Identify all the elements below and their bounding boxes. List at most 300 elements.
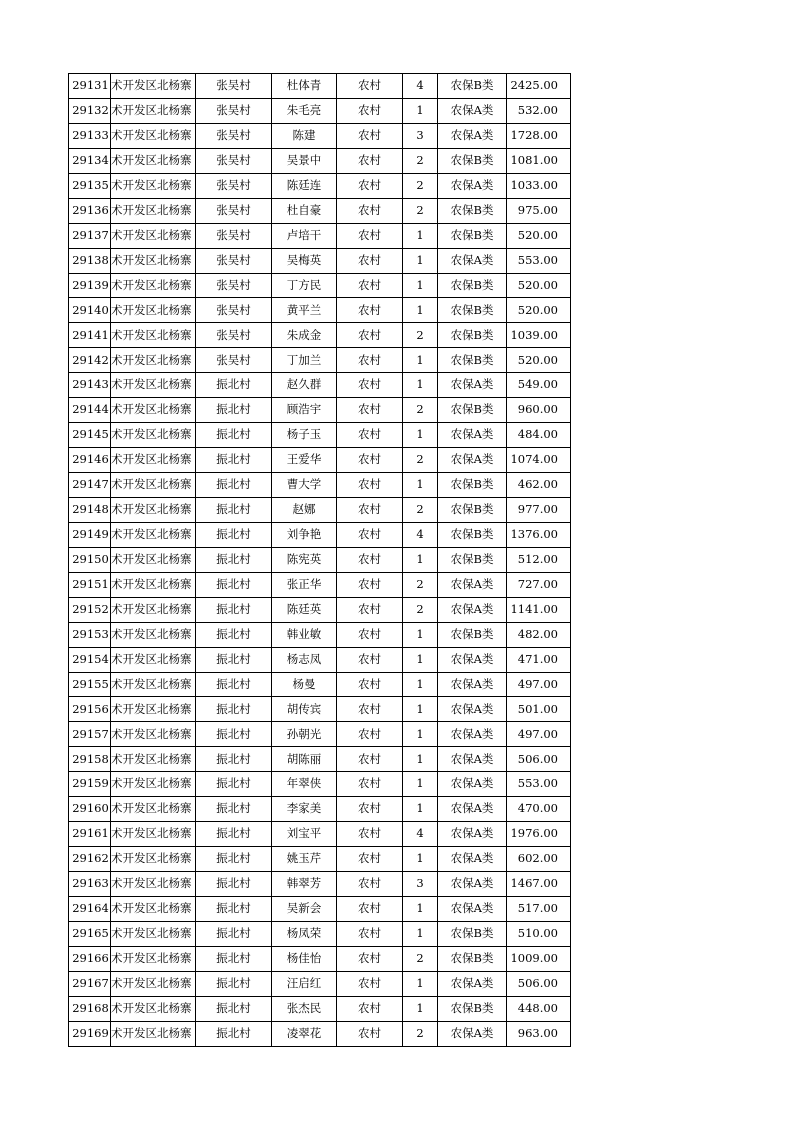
amount-cell: 471.00	[507, 647, 571, 672]
record-id-cell: 29154	[69, 647, 111, 672]
name-cell: 杨佳怡	[272, 946, 337, 971]
member-count-cell: 1	[403, 971, 438, 996]
insurance-category-cell: 农保B类	[438, 522, 507, 547]
name-cell: 曹大学	[272, 473, 337, 498]
table-row	[69, 298, 571, 323]
insurance-category-cell: 农保A类	[438, 597, 507, 622]
member-count-cell: 1	[403, 223, 438, 248]
record-id-cell: 29131	[69, 74, 111, 99]
household-type-cell: 农村	[337, 971, 403, 996]
village-cell: 振北村	[196, 497, 272, 522]
village-cell: 振北村	[196, 398, 272, 423]
district-cell: 术开发区北杨寨	[111, 996, 196, 1021]
amount-cell: 1039.00	[507, 323, 571, 348]
table-row	[69, 772, 571, 797]
record-id-cell: 29146	[69, 448, 111, 473]
amount-cell: 512.00	[507, 547, 571, 572]
village-cell: 振北村	[196, 647, 272, 672]
member-count-cell: 3	[403, 123, 438, 148]
district-cell: 术开发区北杨寨	[111, 74, 196, 99]
village-cell: 振北村	[196, 373, 272, 398]
district-cell: 术开发区北杨寨	[111, 772, 196, 797]
member-count-cell: 2	[403, 448, 438, 473]
member-count-cell: 1	[403, 547, 438, 572]
member-count-cell: 1	[403, 248, 438, 273]
table-row	[69, 173, 571, 198]
amount-cell: 484.00	[507, 423, 571, 448]
amount-cell: 2425.00	[507, 74, 571, 99]
insurance-category-cell: 农保B类	[438, 323, 507, 348]
household-type-cell: 农村	[337, 248, 403, 273]
name-cell: 陈宪英	[272, 547, 337, 572]
record-id-cell: 29136	[69, 198, 111, 223]
record-id-cell: 29133	[69, 123, 111, 148]
amount-cell: 1141.00	[507, 597, 571, 622]
district-cell: 术开发区北杨寨	[111, 672, 196, 697]
district-cell: 术开发区北杨寨	[111, 747, 196, 772]
district-cell: 术开发区北杨寨	[111, 98, 196, 123]
record-id-cell: 29138	[69, 248, 111, 273]
village-cell: 振北村	[196, 921, 272, 946]
name-cell: 卢培干	[272, 223, 337, 248]
name-cell: 朱毛亮	[272, 98, 337, 123]
table-row	[69, 747, 571, 772]
record-id-cell: 29164	[69, 896, 111, 921]
insurance-category-cell: 农保B类	[438, 223, 507, 248]
district-cell: 术开发区北杨寨	[111, 522, 196, 547]
table-row	[69, 248, 571, 273]
insurance-category-cell: 农保B类	[438, 946, 507, 971]
amount-cell: 1033.00	[507, 173, 571, 198]
insurance-category-cell: 农保B类	[438, 921, 507, 946]
record-id-cell: 29168	[69, 996, 111, 1021]
village-cell: 振北村	[196, 423, 272, 448]
table-row	[69, 547, 571, 572]
village-cell: 张吴村	[196, 198, 272, 223]
household-type-cell: 农村	[337, 323, 403, 348]
record-id-cell: 29166	[69, 946, 111, 971]
household-type-cell: 农村	[337, 198, 403, 223]
insurance-category-cell: 农保B类	[438, 497, 507, 522]
record-id-cell: 29161	[69, 822, 111, 847]
record-id-cell: 29158	[69, 747, 111, 772]
insurance-category-cell: 农保A类	[438, 822, 507, 847]
district-cell: 术开发区北杨寨	[111, 373, 196, 398]
member-count-cell: 1	[403, 896, 438, 921]
household-type-cell: 农村	[337, 348, 403, 373]
table-row	[69, 497, 571, 522]
member-count-cell: 2	[403, 946, 438, 971]
amount-cell: 1467.00	[507, 872, 571, 897]
district-cell: 术开发区北杨寨	[111, 423, 196, 448]
member-count-cell: 1	[403, 722, 438, 747]
member-count-cell: 1	[403, 747, 438, 772]
member-count-cell: 1	[403, 423, 438, 448]
table-row	[69, 896, 571, 921]
amount-cell: 520.00	[507, 348, 571, 373]
member-count-cell: 1	[403, 697, 438, 722]
household-type-cell: 农村	[337, 273, 403, 298]
member-count-cell: 1	[403, 298, 438, 323]
table-row	[69, 74, 571, 99]
member-count-cell: 2	[403, 148, 438, 173]
household-type-cell: 农村	[337, 497, 403, 522]
village-cell: 振北村	[196, 547, 272, 572]
table-row	[69, 572, 571, 597]
table-row	[69, 522, 571, 547]
district-cell: 术开发区北杨寨	[111, 148, 196, 173]
district-cell: 术开发区北杨寨	[111, 697, 196, 722]
village-cell: 振北村	[196, 448, 272, 473]
name-cell: 刘宝平	[272, 822, 337, 847]
amount-cell: 501.00	[507, 697, 571, 722]
amount-cell: 510.00	[507, 921, 571, 946]
name-cell: 杨凤荣	[272, 921, 337, 946]
village-cell: 张吴村	[196, 173, 272, 198]
household-type-cell: 农村	[337, 872, 403, 897]
table-row	[69, 123, 571, 148]
data-table	[68, 73, 571, 1047]
insurance-category-cell: 农保A类	[438, 98, 507, 123]
record-id-cell: 29144	[69, 398, 111, 423]
record-id-cell: 29162	[69, 847, 111, 872]
name-cell: 汪启红	[272, 971, 337, 996]
record-id-cell: 29137	[69, 223, 111, 248]
insurance-category-cell: 农保A类	[438, 572, 507, 597]
name-cell: 丁加兰	[272, 348, 337, 373]
household-type-cell: 农村	[337, 448, 403, 473]
district-cell: 术开发区北杨寨	[111, 198, 196, 223]
district-cell: 术开发区北杨寨	[111, 497, 196, 522]
village-cell: 张吴村	[196, 323, 272, 348]
table-row	[69, 398, 571, 423]
insurance-category-cell: 农保B类	[438, 273, 507, 298]
table-row	[69, 423, 571, 448]
village-cell: 张吴村	[196, 248, 272, 273]
table-row	[69, 597, 571, 622]
household-type-cell: 农村	[337, 697, 403, 722]
village-cell: 张吴村	[196, 348, 272, 373]
table-row	[69, 198, 571, 223]
amount-cell: 727.00	[507, 572, 571, 597]
household-type-cell: 农村	[337, 223, 403, 248]
district-cell: 术开发区北杨寨	[111, 971, 196, 996]
village-cell: 振北村	[196, 747, 272, 772]
record-id-cell: 29167	[69, 971, 111, 996]
district-cell: 术开发区北杨寨	[111, 448, 196, 473]
name-cell: 胡传宾	[272, 697, 337, 722]
household-type-cell: 农村	[337, 622, 403, 647]
record-id-cell: 29149	[69, 522, 111, 547]
name-cell: 凌翠花	[272, 1021, 337, 1046]
record-id-cell: 29150	[69, 547, 111, 572]
member-count-cell: 2	[403, 173, 438, 198]
record-id-cell: 29163	[69, 872, 111, 897]
member-count-cell: 1	[403, 348, 438, 373]
table-row	[69, 996, 571, 1021]
insurance-category-cell: 农保A类	[438, 448, 507, 473]
household-type-cell: 农村	[337, 123, 403, 148]
household-type-cell: 农村	[337, 398, 403, 423]
member-count-cell: 2	[403, 323, 438, 348]
amount-cell: 549.00	[507, 373, 571, 398]
record-id-cell: 29143	[69, 373, 111, 398]
record-id-cell: 29148	[69, 497, 111, 522]
name-cell: 陈建	[272, 123, 337, 148]
amount-cell: 1976.00	[507, 822, 571, 847]
amount-cell: 517.00	[507, 896, 571, 921]
district-cell: 术开发区北杨寨	[111, 398, 196, 423]
village-cell: 振北村	[196, 971, 272, 996]
insurance-category-cell: 农保A类	[438, 1021, 507, 1046]
village-cell: 振北村	[196, 946, 272, 971]
household-type-cell: 农村	[337, 98, 403, 123]
name-cell: 胡陈丽	[272, 747, 337, 772]
record-id-cell: 29165	[69, 921, 111, 946]
household-type-cell: 农村	[337, 423, 403, 448]
table-row	[69, 921, 571, 946]
name-cell: 杜体青	[272, 74, 337, 99]
district-cell: 术开发区北杨寨	[111, 572, 196, 597]
village-cell: 振北村	[196, 1021, 272, 1046]
member-count-cell: 2	[403, 497, 438, 522]
amount-cell: 520.00	[507, 223, 571, 248]
record-id-cell: 29142	[69, 348, 111, 373]
insurance-category-cell: 农保B类	[438, 398, 507, 423]
household-type-cell: 农村	[337, 772, 403, 797]
record-id-cell: 29157	[69, 722, 111, 747]
name-cell: 李家美	[272, 797, 337, 822]
name-cell: 张正华	[272, 572, 337, 597]
household-type-cell: 农村	[337, 74, 403, 99]
household-type-cell: 农村	[337, 597, 403, 622]
insurance-category-cell: 农保A类	[438, 896, 507, 921]
amount-cell: 975.00	[507, 198, 571, 223]
member-count-cell: 1	[403, 98, 438, 123]
district-cell: 术开发区北杨寨	[111, 248, 196, 273]
village-cell: 振北村	[196, 622, 272, 647]
district-cell: 术开发区北杨寨	[111, 273, 196, 298]
table-row	[69, 273, 571, 298]
member-count-cell: 2	[403, 1021, 438, 1046]
table-row	[69, 647, 571, 672]
record-id-cell: 29160	[69, 797, 111, 822]
district-cell: 术开发区北杨寨	[111, 547, 196, 572]
amount-cell: 1081.00	[507, 148, 571, 173]
table-row	[69, 373, 571, 398]
table-row	[69, 847, 571, 872]
insurance-category-cell: 农保B类	[438, 148, 507, 173]
member-count-cell: 1	[403, 373, 438, 398]
amount-cell: 520.00	[507, 298, 571, 323]
household-type-cell: 农村	[337, 1021, 403, 1046]
household-type-cell: 农村	[337, 797, 403, 822]
amount-cell: 506.00	[507, 747, 571, 772]
village-cell: 振北村	[196, 572, 272, 597]
district-cell: 术开发区北杨寨	[111, 946, 196, 971]
member-count-cell: 1	[403, 273, 438, 298]
village-cell: 振北村	[196, 522, 272, 547]
record-id-cell: 29151	[69, 572, 111, 597]
insurance-category-cell: 农保B类	[438, 348, 507, 373]
name-cell: 吴梅英	[272, 248, 337, 273]
insurance-category-cell: 农保B类	[438, 198, 507, 223]
insurance-category-cell: 农保A类	[438, 747, 507, 772]
amount-cell: 470.00	[507, 797, 571, 822]
insurance-category-cell: 农保A类	[438, 772, 507, 797]
amount-cell: 482.00	[507, 622, 571, 647]
table-row	[69, 323, 571, 348]
name-cell: 陈廷英	[272, 597, 337, 622]
district-cell: 术开发区北杨寨	[111, 896, 196, 921]
insurance-category-cell: 农保A类	[438, 647, 507, 672]
record-id-cell: 29153	[69, 622, 111, 647]
member-count-cell: 1	[403, 672, 438, 697]
amount-cell: 960.00	[507, 398, 571, 423]
insurance-category-cell: 农保A类	[438, 423, 507, 448]
village-cell: 振北村	[196, 797, 272, 822]
record-id-cell: 29134	[69, 148, 111, 173]
member-count-cell: 2	[403, 198, 438, 223]
record-id-cell: 29141	[69, 323, 111, 348]
insurance-category-cell: 农保A类	[438, 697, 507, 722]
table-body	[69, 74, 571, 1047]
insurance-category-cell: 农保B类	[438, 473, 507, 498]
insurance-category-cell: 农保A类	[438, 872, 507, 897]
member-count-cell: 1	[403, 647, 438, 672]
insurance-category-cell: 农保A类	[438, 797, 507, 822]
village-cell: 振北村	[196, 672, 272, 697]
village-cell: 振北村	[196, 697, 272, 722]
table-row	[69, 148, 571, 173]
name-cell: 顾浩宇	[272, 398, 337, 423]
record-id-cell: 29145	[69, 423, 111, 448]
household-type-cell: 农村	[337, 946, 403, 971]
name-cell: 孙朝光	[272, 722, 337, 747]
name-cell: 韩业敏	[272, 622, 337, 647]
district-cell: 术开发区北杨寨	[111, 647, 196, 672]
village-cell: 张吴村	[196, 98, 272, 123]
village-cell: 振北村	[196, 822, 272, 847]
village-cell: 振北村	[196, 722, 272, 747]
household-type-cell: 农村	[337, 996, 403, 1021]
insurance-category-cell: 农保A类	[438, 971, 507, 996]
record-id-cell: 29139	[69, 273, 111, 298]
member-count-cell: 3	[403, 872, 438, 897]
amount-cell: 532.00	[507, 98, 571, 123]
name-cell: 吴新会	[272, 896, 337, 921]
household-type-cell: 农村	[337, 896, 403, 921]
district-cell: 术开发区北杨寨	[111, 847, 196, 872]
table-row	[69, 797, 571, 822]
insurance-category-cell: 农保B类	[438, 622, 507, 647]
table-row	[69, 473, 571, 498]
name-cell: 赵娜	[272, 497, 337, 522]
name-cell: 刘争艳	[272, 522, 337, 547]
record-id-cell: 29155	[69, 672, 111, 697]
insurance-category-cell: 农保A类	[438, 847, 507, 872]
insurance-category-cell: 农保A类	[438, 123, 507, 148]
table-row	[69, 448, 571, 473]
amount-cell: 497.00	[507, 722, 571, 747]
district-cell: 术开发区北杨寨	[111, 173, 196, 198]
table-row	[69, 697, 571, 722]
record-id-cell: 29152	[69, 597, 111, 622]
name-cell: 姚玉芹	[272, 847, 337, 872]
insurance-category-cell: 农保B类	[438, 996, 507, 1021]
village-cell: 张吴村	[196, 123, 272, 148]
table-row	[69, 622, 571, 647]
name-cell: 杨子玉	[272, 423, 337, 448]
amount-cell: 520.00	[507, 273, 571, 298]
insurance-category-cell: 农保A类	[438, 672, 507, 697]
district-cell: 术开发区北杨寨	[111, 597, 196, 622]
record-id-cell: 29135	[69, 173, 111, 198]
village-cell: 振北村	[196, 597, 272, 622]
insurance-category-cell: 农保B类	[438, 74, 507, 99]
village-cell: 振北村	[196, 473, 272, 498]
name-cell: 王爱华	[272, 448, 337, 473]
name-cell: 陈廷连	[272, 173, 337, 198]
name-cell: 杜自豪	[272, 198, 337, 223]
household-type-cell: 农村	[337, 572, 403, 597]
table-row	[69, 722, 571, 747]
district-cell: 术开发区北杨寨	[111, 298, 196, 323]
district-cell: 术开发区北杨寨	[111, 323, 196, 348]
district-cell: 术开发区北杨寨	[111, 622, 196, 647]
amount-cell: 553.00	[507, 772, 571, 797]
name-cell: 朱成金	[272, 323, 337, 348]
table-row	[69, 223, 571, 248]
member-count-cell: 2	[403, 572, 438, 597]
amount-cell: 977.00	[507, 497, 571, 522]
village-cell: 振北村	[196, 872, 272, 897]
record-id-cell: 29140	[69, 298, 111, 323]
name-cell: 杨志凤	[272, 647, 337, 672]
household-type-cell: 农村	[337, 822, 403, 847]
household-type-cell: 农村	[337, 921, 403, 946]
village-cell: 张吴村	[196, 74, 272, 99]
district-cell: 术开发区北杨寨	[111, 822, 196, 847]
household-type-cell: 农村	[337, 148, 403, 173]
amount-cell: 1009.00	[507, 946, 571, 971]
household-type-cell: 农村	[337, 298, 403, 323]
household-type-cell: 农村	[337, 722, 403, 747]
district-cell: 术开发区北杨寨	[111, 123, 196, 148]
name-cell: 黄平兰	[272, 298, 337, 323]
household-type-cell: 农村	[337, 473, 403, 498]
insurance-category-cell: 农保A类	[438, 373, 507, 398]
table-row	[69, 971, 571, 996]
village-cell: 张吴村	[196, 148, 272, 173]
amount-cell: 602.00	[507, 847, 571, 872]
amount-cell: 506.00	[507, 971, 571, 996]
insurance-category-cell: 农保B类	[438, 298, 507, 323]
member-count-cell: 1	[403, 772, 438, 797]
household-type-cell: 农村	[337, 647, 403, 672]
name-cell: 杨曼	[272, 672, 337, 697]
member-count-cell: 2	[403, 597, 438, 622]
district-cell: 术开发区北杨寨	[111, 797, 196, 822]
name-cell: 韩翠芳	[272, 872, 337, 897]
village-cell: 振北村	[196, 847, 272, 872]
district-cell: 术开发区北杨寨	[111, 1021, 196, 1046]
member-count-cell: 4	[403, 522, 438, 547]
household-type-cell: 农村	[337, 373, 403, 398]
amount-cell: 448.00	[507, 996, 571, 1021]
village-cell: 振北村	[196, 896, 272, 921]
household-type-cell: 农村	[337, 173, 403, 198]
